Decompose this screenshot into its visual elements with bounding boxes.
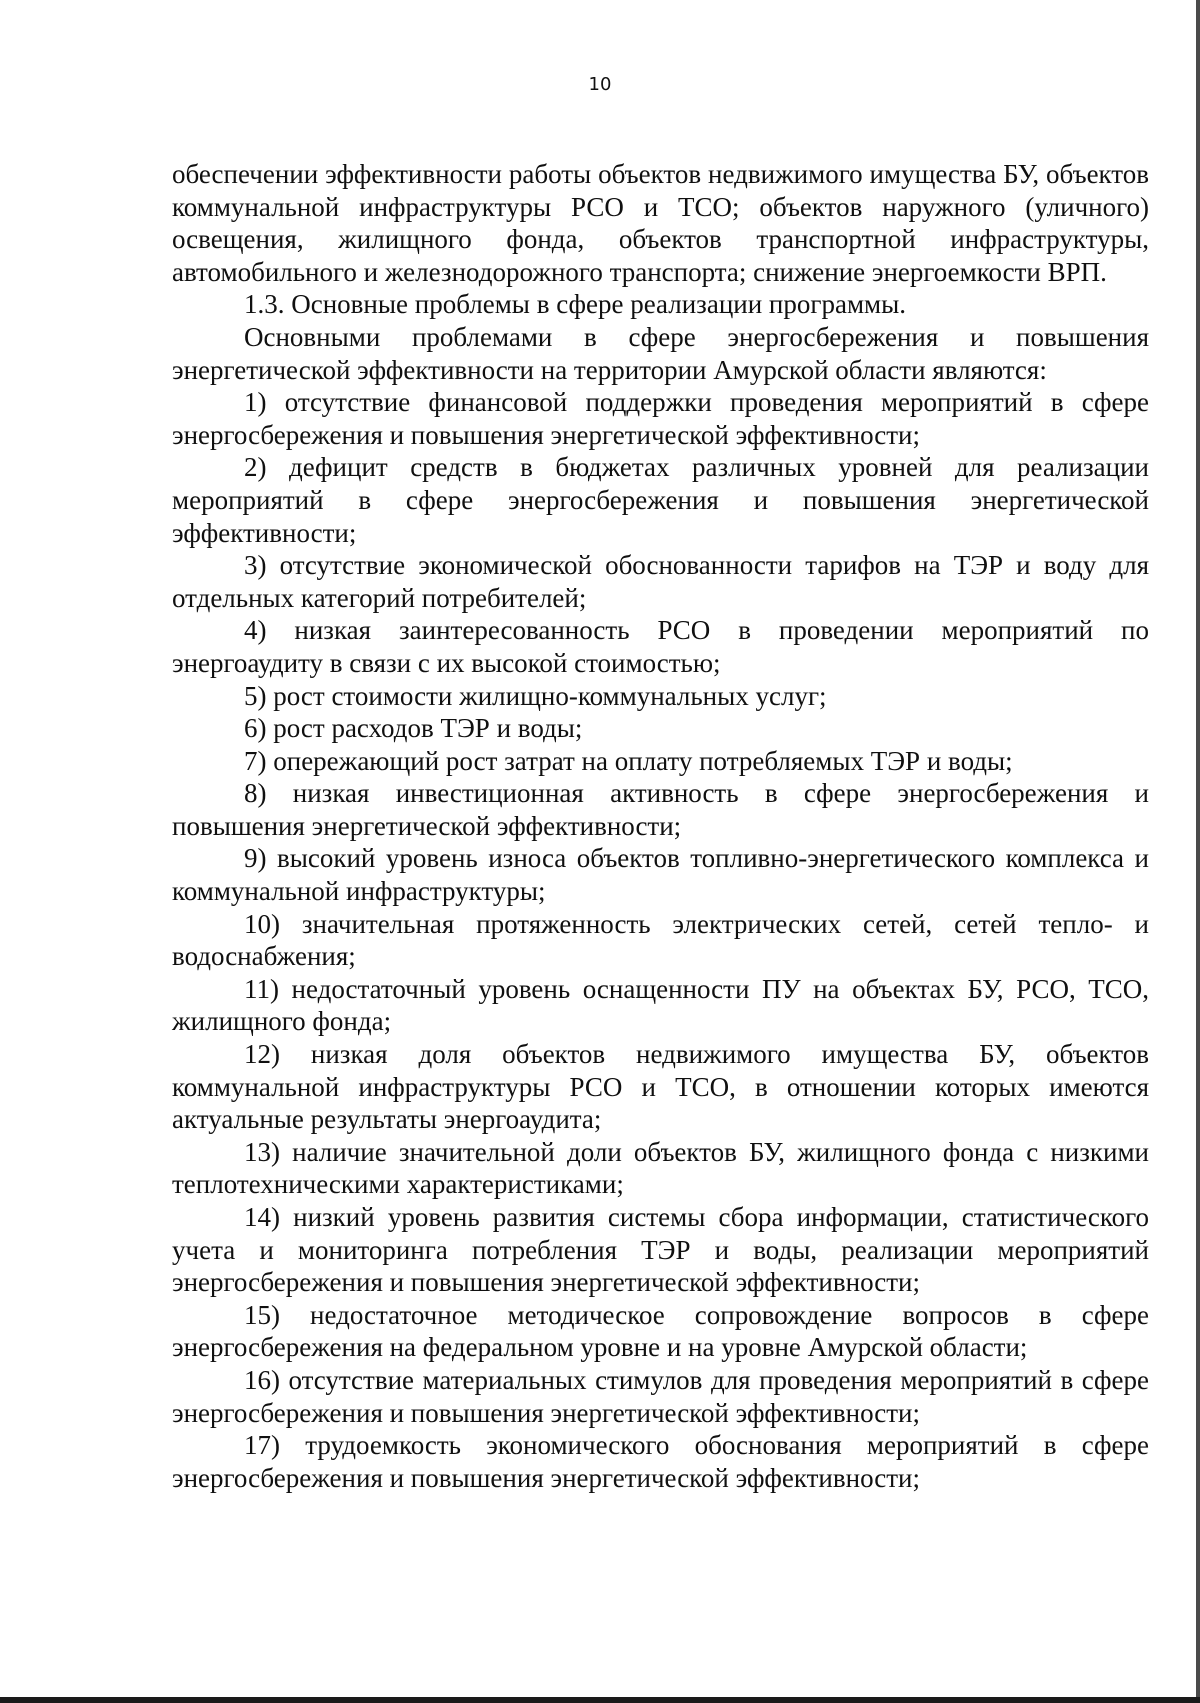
list-item-9: 9) высокий уровень износа объектов топливно-энергетического комплекса и коммунальной инфраструктуры; (172, 843, 1149, 907)
list-item-1: 1) отсутствие финансовой поддержки проведения мероприятий в сфере энергосбережения и повышения энергетической эффективности; (172, 387, 1149, 450)
list-item-13: 13) наличие значительной доли объектов БУ, жилищного фонда с низкими теплотехническими характеристиками; (172, 1136, 1149, 1200)
body-text (172, 158, 1149, 1494)
list-item-16: 16) отсутствие материальных стимулов для проведения мероприятий в сфере энергосбережения и повышения энергетической эффективности; (172, 1364, 1149, 1428)
list-item-8: 8) низкая инвестиционная активность в сфере энергосбережения и повышения энергетической эффективности; (172, 778, 1149, 841)
list-item-5: 5) рост стоимости жилищно-коммунальных услуг; (244, 680, 827, 711)
list-item-10: 10) значительная протяженность электрических сетей, сетей тепло- и водоснабжения; (172, 908, 1149, 972)
list-item-6: 6) рост расходов ТЭР и воды; (244, 713, 583, 744)
paragraph-intro: Основными проблемами в сфере энергосбережения и повышения энергетической эффективности на территории Амурской области являются: (172, 321, 1149, 385)
section-heading-1-3: 1.3. Основные проблемы в сфере реализации программы. (244, 289, 907, 320)
list-item-12: 12) низкая доля объектов недвижимого имущества БУ, объектов коммунальной инфраструктуры РСО и ТСО, в отношении которых имеются актуальные результаты энергоаудита; (172, 1039, 1149, 1135)
page-number: 10 (588, 74, 612, 95)
list-item-7: 7) опережающий рост затрат на оплату потребляемых ТЭР и воды; (244, 745, 1013, 776)
list-item-11: 11) недостаточный уровень оснащенности ПУ на объектах БУ, РСО, ТСО, жилищного фонда; (172, 973, 1149, 1037)
list-item-14: 14) низкий уровень развития системы сбора информации, статистического учета и мониторинга потребления ТЭР и воды, реализации мероприятий энергосбережения и повышения энергетической эффективности; (172, 1202, 1149, 1298)
list-item-15: 15) недостаточное методическое сопровождение вопросов в сфере энергосбережения на федеральном уровне и на уровне Амурской области; (172, 1299, 1149, 1363)
list-item-4: 4) низкая заинтересованность РСО в проведении мероприятий по энергоаудиту в связи с их высокой стоимостью; (172, 615, 1149, 678)
list-item-17: 17) трудоемкость экономического обоснования мероприятий в сфере энергосбережения и повышения энергетической эффективности; (172, 1430, 1149, 1493)
paragraph-continuation: обеспечении эффективности работы объектов недвижимого имущества БУ, объектов коммунальной инфраструктуры РСО и ТСО; объектов наружного (уличного) освещения, жилищного фонда, объектов транспортной инфраструктуры, автомобильного и железнодорожного транспорта; снижение энергоемкости ВРП. (172, 159, 1149, 287)
list-item-3: 3) отсутствие экономической обоснованности тарифов на ТЭР и воду для отдельных категорий потребителей; (172, 550, 1149, 613)
scan-edge-bottom (0, 1697, 1200, 1703)
scan-edge-right (1196, 0, 1200, 1703)
list-item-2: 2) дефицит средств в бюджетах различных уровней для реализации мероприятий в сфере энергосбережения и повышения энергетической эффективности; (172, 452, 1149, 548)
